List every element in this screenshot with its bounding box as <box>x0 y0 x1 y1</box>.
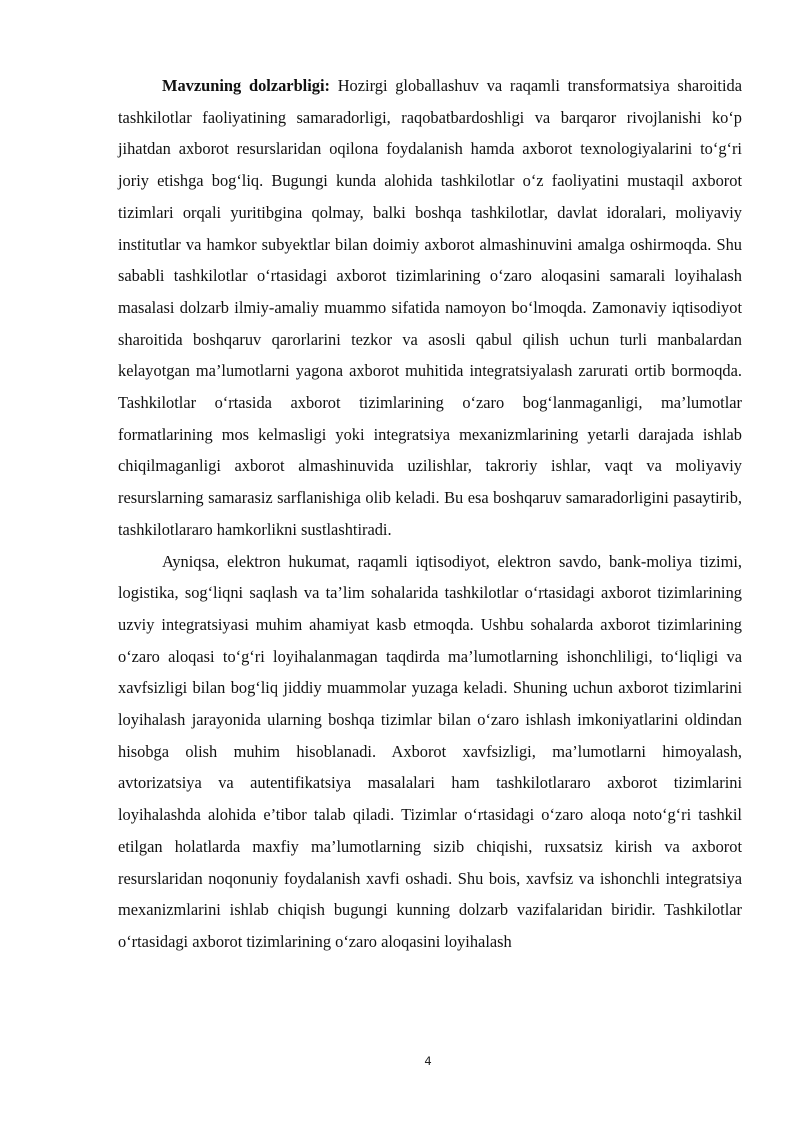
document-body <box>118 70 742 958</box>
paragraph-relevance <box>118 70 742 546</box>
paragraph-integration: Ayniqsa, elektron hukumat, raqamli iqtisodiyot, elektron savdo, bank-moliya tizimi, logistika, sog‘liqni saqlash va ta’lim sohalarida tashkilotlar o‘rtasidagi axborot tizimlarining uzviy integratsiyasi muhim ahamiyat kasb etmoqda. Ushbu sohalarda axborot tizimlarining o‘zaro aloqasi to‘g‘ri loyihalanmagan taqdirda ma’lumotlarning ishonchliligi, to‘liqligi va xavfsizligi bilan bog‘liq jiddiy muammolar yuzaga keladi. Shuning uchun axborot tizimlarini loyihalash jarayonida ularning boshqa tizimlar bilan o‘zaro ishlash imkoniyatlarini oldindan hisobga olish muhim hisoblanadi. Axborot xavfsizligi, ma’lumotlarni himoyalash, avtorizatsiya va autentifikatsiya masalalari ham tashkilotlararo axborot tizimlarini loyihalashda alohida e’tibor talab qiladi. Tizimlar o‘rtasidagi o‘zaro aloqa noto‘g‘ri tashkil etilgan holatlarda maxfiy ma’lumotlarning sizib chiqishi, ruxsatsiz kirish va axborot resurslaridan noqonuniy foydalanish xavfi oshadi. Shu bois, xavfsiz va ishonchli integratsiya mexanizmlarini ishlab chiqish bugungi kunning dolzarb vazifalaridan biridir. Tashkilotlar o‘rtasidagi axborot tizimlarining o‘zaro aloqasini loyihalash <box>118 551 742 951</box>
section-lead: Mavzuning dolzarbligi: <box>162 76 330 95</box>
page-number: 4 <box>424 1054 432 1068</box>
paragraph-text: Hozirgi globallashuv va raqamli transformatsiya sharoitida tashkilotlar faoliyatining samaradorligi, raqobatbardoshligi va barqaror rivojlanishi ko‘p jihatdan axborot resurslaridan oqilona foydalanish hamda axborot texnologiyalarini to‘g‘ri joriy etishga bog‘liq. Bugungi kunda alohida tashkilotlar o‘z faoliyatini mustaqil axborot tizimlari orqali yuritibgina qolmay, balki boshqa tashkilotlar, davlat idoralari, moliyaviy institutlar va hamkor subyektlar bilan doimiy axborot almashinuvini amalga oshirmoqda. Shu sababli tashkilotlar o‘rtasidagi axborot tizimlarining o‘zaro aloqasini samarali loyihalash masalasi dolzarb ilmiy-amaliy muammo sifatida namoyon bo‘lmoqda. Zamonaviy iqtisodiyot sharoitida boshqaruv qarorlarini tezkor va asosli qabul qilish uchun turli manbalardan kelayotgan ma’lumotlarni yagona axborot muhitida integratsiyalash zarurati ortib bormoqda. Tashkilotlar o‘rtasida axborot tizimlarining o‘zaro bog‘lanmaganligi, ma’lumotlar formatlarining mos kelmasligi yoki integratsiya mexanizmlarining yetarli darajada ishlab chiqilmaganligi axborot almashinuvida uzilishlar, takroriy ishlar, vaqt va moliyaviy resurslarning samarasiz sarflanishiga olib keladi. Bu esa boshqaruv samaradorligini pasaytirib, tashkilotlararo hamkorlikni sustlashtiradi. <box>118 76 742 539</box>
